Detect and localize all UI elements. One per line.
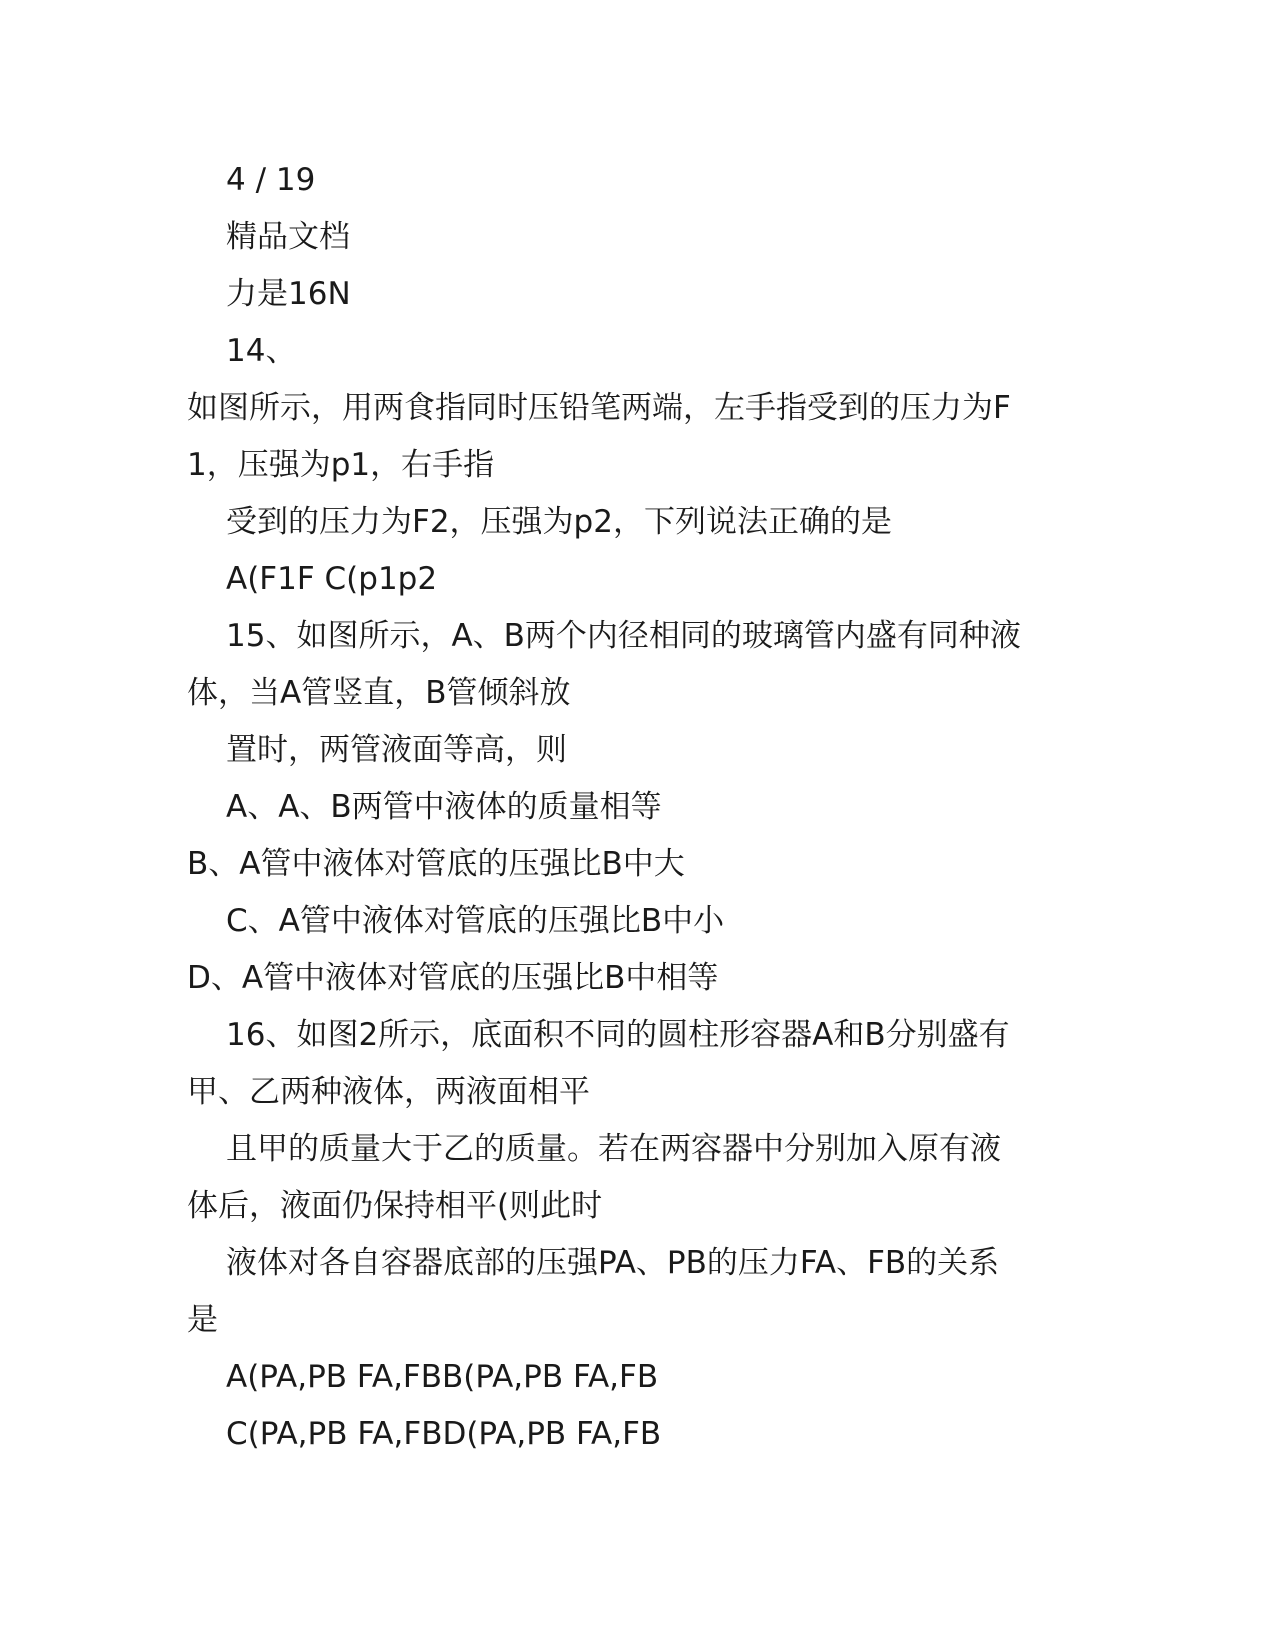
text-line: 如图所示，用两食指同时压铅笔两端，左手指受到的压力为F bbox=[187, 390, 1011, 426]
answer-option: B、A管中液体对管底的压强比B中大 bbox=[187, 846, 685, 882]
answer-option: A、A、B两管中液体的质量相等 bbox=[226, 789, 662, 825]
answer-options: A(F1F C(p1p2 bbox=[226, 561, 438, 597]
answer-option: C、A管中液体对管底的压强比B中小 bbox=[226, 903, 725, 939]
answer-option: D、A管中液体对管底的压强比B中相等 bbox=[187, 960, 719, 996]
question-text: 16、如图2所示，底面积不同的圆柱形容器A和B分别盛有 bbox=[226, 1017, 1010, 1053]
text-line: 体后，液面仍保持相平(则此时 bbox=[187, 1188, 603, 1224]
text-line: 1，压强为p1，右手指 bbox=[187, 447, 495, 483]
text-line: 力是16N bbox=[226, 276, 351, 312]
answer-options: A(PA,PB FA,FBB(PA,PB FA,FB bbox=[226, 1359, 659, 1395]
text-line: 受到的压力为F2，压强为p2，下列说法正确的是 bbox=[226, 504, 892, 540]
text-line: 体，当A管竖直，B管倾斜放 bbox=[187, 675, 571, 711]
question-text: 15、如图所示，A、B两个内径相同的玻璃管内盛有同种液 bbox=[226, 618, 1021, 654]
header-label: 精品文档 bbox=[226, 219, 350, 255]
text-line: 置时，两管液面等高，则 bbox=[226, 732, 567, 768]
question-number: 14、 bbox=[226, 333, 297, 369]
text-line: 且甲的质量大于乙的质量。若在两容器中分别加入原有液 bbox=[226, 1131, 1001, 1167]
text-line: 是 bbox=[187, 1302, 218, 1338]
page-number: 4 / 19 bbox=[226, 162, 316, 198]
answer-options: C(PA,PB FA,FBD(PA,PB FA,FB bbox=[226, 1416, 662, 1452]
text-line: 甲、乙两种液体，两液面相平 bbox=[187, 1074, 590, 1110]
text-line: 液体对各自容器底部的压强PA、PB的压力FA、FB的关系 bbox=[226, 1245, 1000, 1281]
